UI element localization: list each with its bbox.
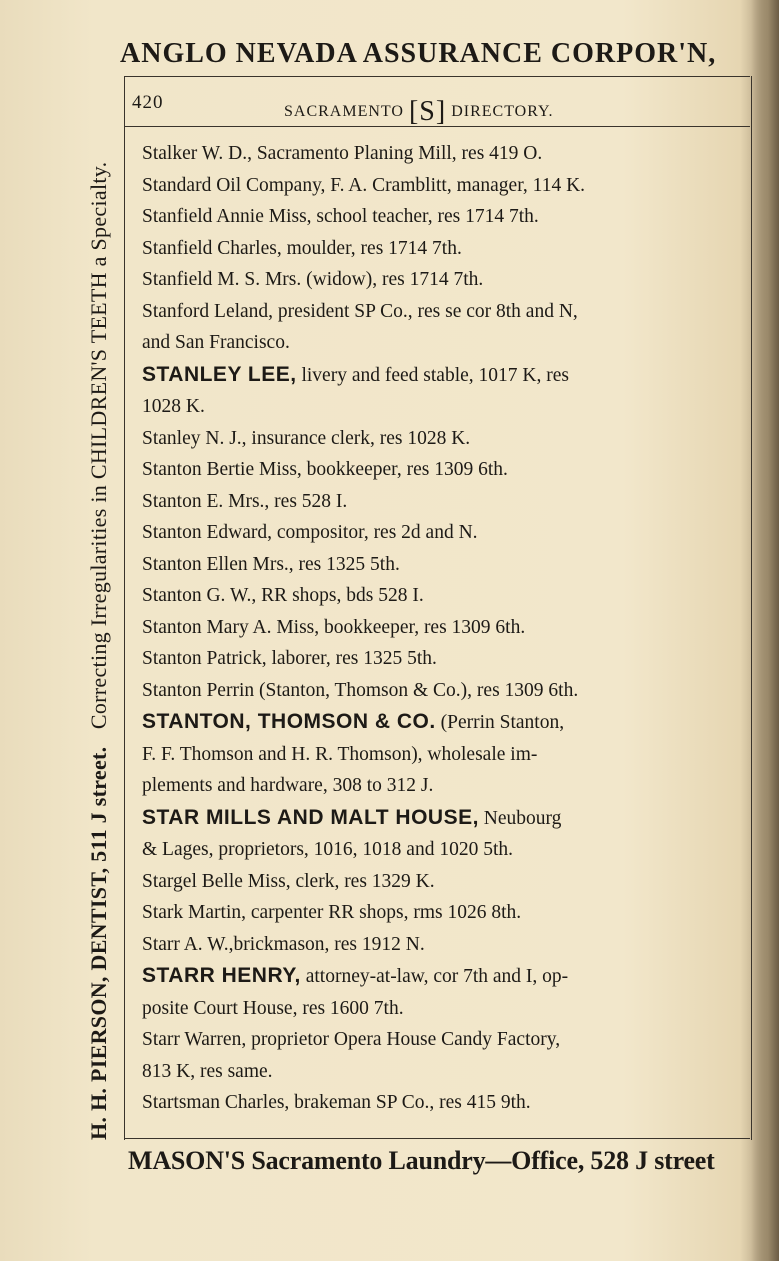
directory-entry bbox=[142, 897, 746, 929]
directory-entries bbox=[142, 138, 746, 1119]
directory-entry bbox=[142, 201, 746, 233]
side-ad-name: H. H. PIERSON, DENTIST, 511 J street. bbox=[86, 746, 111, 1140]
entry-line: Stanton Perrin (Stanton, Thomson & Co.), res 1309 6th. bbox=[142, 679, 579, 701]
running-title bbox=[284, 92, 554, 127]
entry-bold-name: STAR MILLS AND MALT HOUSE, bbox=[142, 805, 479, 829]
directory-entry bbox=[142, 929, 746, 961]
entry-line: Stalker W. D., Sacramento Planing Mill, res 419 O. bbox=[142, 143, 543, 164]
directory-entry bbox=[142, 264, 746, 296]
entry-line: plements and hardware, 308 to 312 J. bbox=[142, 775, 434, 796]
entry-line: Startsman Charles, brakeman SP Co., res 415 9th. bbox=[142, 1092, 531, 1113]
directory-entry bbox=[142, 549, 746, 581]
directory-entry bbox=[142, 706, 746, 802]
directory-entry bbox=[142, 960, 746, 1024]
section-letter: [S] bbox=[408, 96, 447, 127]
entry-line: attorney-at-law, cor 7th and I, op- bbox=[300, 966, 569, 987]
directory-entry bbox=[142, 675, 746, 707]
entry-line: (Perrin Stanton, bbox=[435, 712, 565, 733]
entry-line: Stanley N. J., insurance clerk, res 1028 K. bbox=[142, 427, 471, 449]
entry-line: and San Francisco. bbox=[142, 332, 290, 353]
running-title-left: SACRAMENTO bbox=[284, 103, 404, 120]
entry-line: F. F. Thomson and H. R. Thomson), wholesale im- bbox=[142, 743, 538, 765]
entry-line: Stanfield Charles, moulder, res 1714 7th. bbox=[142, 237, 462, 259]
entry-line: Stanford Leland, president SP Co., res se cor 8th and N, bbox=[142, 300, 578, 322]
directory-entry bbox=[142, 423, 746, 455]
directory-entry bbox=[142, 170, 746, 202]
side-advertisement bbox=[86, 60, 112, 1140]
directory-entry bbox=[142, 517, 746, 549]
entry-line: Stark Martin, carpenter RR shops, rms 1026 8th. bbox=[142, 902, 522, 923]
entry-line: Starr Warren, proprietor Opera House Candy Factory, bbox=[142, 1029, 561, 1050]
entry-line: Stanfield Annie Miss, school teacher, res 1714 7th. bbox=[142, 206, 539, 227]
page-edge-shadow bbox=[751, 0, 779, 1261]
top-advertisement: ANGLO NEVADA ASSURANCE CORPOR'N, bbox=[120, 38, 717, 69]
directory-entry bbox=[142, 233, 746, 265]
directory-entry bbox=[142, 580, 746, 612]
entry-bold-name: STANLEY LEE, bbox=[142, 362, 297, 386]
running-header bbox=[128, 86, 746, 127]
directory-entry bbox=[142, 802, 746, 866]
bottom-advertisement: MASON'S Sacramento Laundry—Office, 528 J street bbox=[128, 1146, 715, 1175]
directory-entry bbox=[142, 643, 746, 675]
top-rule bbox=[124, 76, 750, 77]
entry-line: Stanton Patrick, laborer, res 1325 5th. bbox=[142, 648, 437, 669]
bottom-rule bbox=[124, 1138, 750, 1139]
entry-line: 813 K, res same. bbox=[142, 1060, 273, 1082]
entry-line: Stanton Ellen Mrs., res 1325 5th. bbox=[142, 553, 400, 575]
entry-line: Stanton E. Mrs., res 528 I. bbox=[142, 490, 348, 512]
side-ad-tagline: Correcting Irregularities in CHILDREN'S TEETH a Specialty. bbox=[86, 161, 111, 730]
entry-line: & Lages, proprietors, 1016, 1018 and 1020 5th. bbox=[142, 839, 513, 860]
directory-entry bbox=[142, 866, 746, 898]
entry-line: Neubourg bbox=[478, 807, 562, 829]
directory-entry bbox=[142, 296, 746, 359]
entry-line: Standard Oil Company, F. A. Cramblitt, manager, 114 K. bbox=[142, 174, 586, 196]
entry-line: posite Court House, res 1600 7th. bbox=[142, 997, 404, 1019]
entry-line: 1028 K. bbox=[142, 396, 205, 417]
directory-entry bbox=[142, 612, 746, 644]
entry-line: Stanton Mary A. Miss, bookkeeper, res 1309 6th. bbox=[142, 616, 526, 638]
running-title-right: DIRECTORY. bbox=[451, 103, 554, 120]
directory-entry bbox=[142, 486, 746, 518]
entry-line: livery and feed stable, 1017 K, res bbox=[296, 364, 569, 386]
directory-entry bbox=[142, 454, 746, 486]
entry-line: Stargel Belle Miss, clerk, res 1329 K. bbox=[142, 870, 435, 892]
entry-bold-name: STARR HENRY, bbox=[142, 964, 301, 987]
directory-entry bbox=[142, 138, 746, 170]
directory-entry bbox=[142, 1087, 746, 1119]
entry-line: Stanton Edward, compositor, res 2d and N. bbox=[142, 522, 478, 543]
entry-line: Stanton G. W., RR shops, bds 528 I. bbox=[142, 585, 424, 606]
directory-entry bbox=[142, 1024, 746, 1087]
directory-entry bbox=[142, 359, 746, 423]
entry-line: Stanton Bertie Miss, bookkeeper, res 1309 6th. bbox=[142, 459, 508, 480]
entry-line: Stanfield M. S. Mrs. (widow), res 1714 7th. bbox=[142, 269, 484, 290]
page-number: 420 bbox=[132, 92, 164, 113]
entry-bold-name: STANTON, THOMSON & CO. bbox=[142, 710, 436, 733]
entry-line: Starr A. W.,brickmason, res 1912 N. bbox=[142, 933, 425, 955]
